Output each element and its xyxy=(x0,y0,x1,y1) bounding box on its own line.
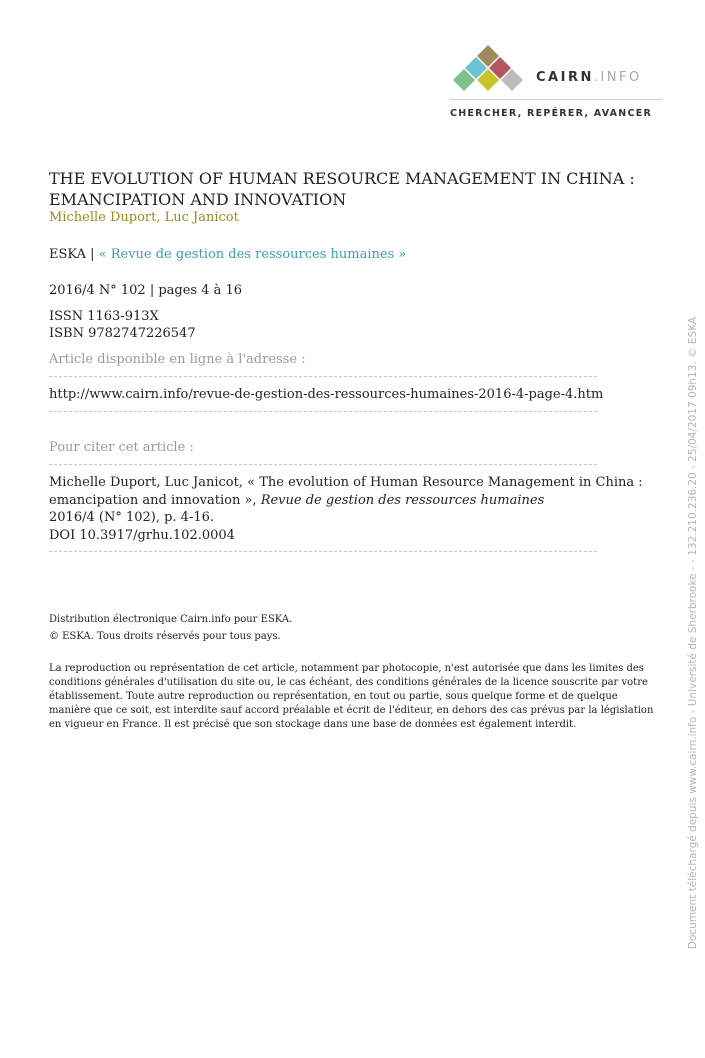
journal-link[interactable]: « Revue de gestion des ressources humaines » xyxy=(98,247,407,262)
citation-issue: 2016/4 (N° 102), p. 4-16. xyxy=(49,510,215,525)
publisher: ESKA | xyxy=(49,247,99,262)
cairn-logo[interactable] xyxy=(448,42,664,122)
distribution-note: Distribution électronique Cairn.info pour ESKA. xyxy=(49,614,293,625)
citation-lead: Michelle Duport, Luc Janicot, « The evolution of Human Resource Management in China : emancipation and innovation », xyxy=(49,475,643,508)
legal-notice: La reproduction ou représentation de cet article, notamment par photocopie, n'est autorisée que dans les limites des conditions générales d'utilisation du site ou, le cas échéant, des conditions générales de la licence souscrite par votre établissement. Toute autre reproduction ou représentation, en tout ou partie, sous quelque forme et de quelque manière que ce soit, est interdite sauf accord préalable et écrit de l'éditeur, en dehors des cas prévus par la législation en vigueur en France. Il est précisé que son stockage dans une base de données est également interdit. xyxy=(49,663,654,730)
citation-journal: Revue de gestion des ressources humaines xyxy=(260,492,545,508)
citation-text xyxy=(49,474,649,544)
article-url-link[interactable]: http://www.cairn.info/revue-de-gestion-des-ressources-humaines-2016-4-page-4.htm xyxy=(49,387,604,402)
download-watermark: Document téléchargé depuis www.cairn.info - Université de Sherbrooke - - 132.210.236.20 - 25/04/2017 09h13. © ESKA xyxy=(687,316,699,950)
copyright-note: © ESKA. Tous droits réservés pour tous pays. xyxy=(49,631,281,642)
diamond-mosaic-icon xyxy=(448,42,528,96)
logo-divider xyxy=(450,99,662,100)
dashed-divider xyxy=(49,411,597,412)
article-title: THE EVOLUTION OF HUMAN RESOURCE MANAGEMENT IN CHINA : EMANCIPATION AND INNOVATION xyxy=(49,169,635,209)
logo-wordmark xyxy=(536,70,642,85)
logo-suffix: .INFO xyxy=(593,70,642,85)
cite-label: Pour citer cet article : xyxy=(49,440,194,455)
logo-tagline: CHERCHER, REPÉRER, AVANCER xyxy=(450,108,653,119)
dashed-divider xyxy=(49,464,597,465)
issue-info: 2016/4 N° 102 | pages 4 à 16 xyxy=(49,283,243,298)
logo-name: CAIRN xyxy=(536,70,594,85)
issn: ISSN 1163-913X xyxy=(49,309,159,324)
citation-doi: DOI 10.3917/grhu.102.0004 xyxy=(49,527,235,543)
dashed-divider xyxy=(49,376,597,377)
online-label: Article disponible en ligne à l'adresse : xyxy=(49,352,306,367)
dashed-divider xyxy=(49,551,597,552)
publisher-line xyxy=(49,246,406,263)
isbn: ISBN 9782747226547 xyxy=(49,326,196,341)
article-authors: Michelle Duport, Luc Janicot xyxy=(49,210,239,225)
